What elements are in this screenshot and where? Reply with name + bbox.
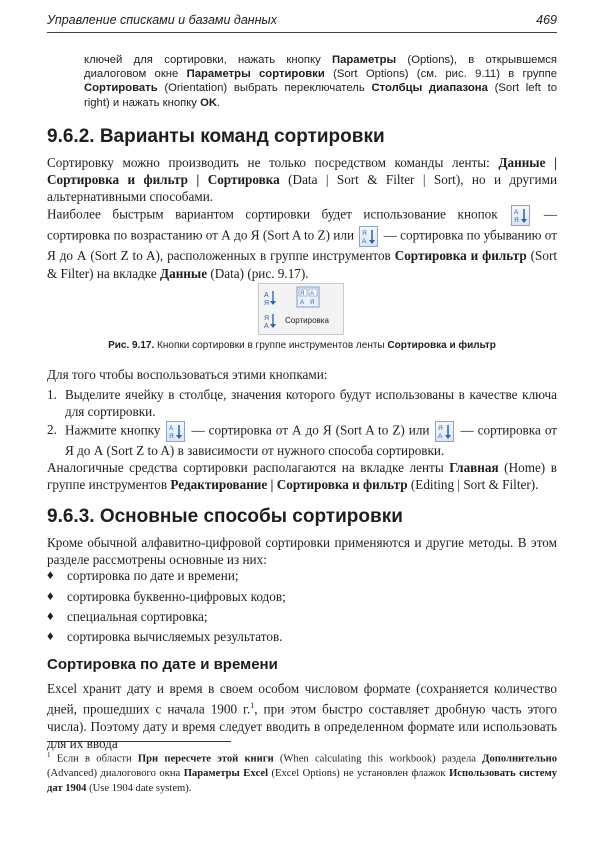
section-heading-963: 9.6.3. Основные способы сортировки	[47, 506, 403, 527]
svg-text:А: А	[264, 323, 269, 330]
paragraph-sort-buttons: Наиболее быстрым вариантом сортировки будет использование кнопок А Я — сортировка по возрастанию от А до Я (Sort A to Z) или Я А — сортировка по убыванию от Я до А (Sort Z to A), расположенных в группе инструментов Сортировка и фильтр (Sort & Filter) на вкладке Данные (Data) (рис. 9.17).	[47, 206, 557, 281]
footnote-divider	[47, 741, 231, 742]
svg-text:Я: Я	[300, 291, 305, 297]
header-title: Управление списками и базами данных	[47, 13, 277, 27]
sort-descending-icon	[435, 421, 454, 442]
svg-text:Я: Я	[514, 217, 519, 224]
svg-text:Я: Я	[264, 315, 270, 322]
svg-text:Я: Я	[438, 425, 444, 432]
bullet-item: ♦ сортировка по дате и времени;	[47, 567, 239, 583]
bullet-item: ♦ сортировка вычисляемых результатов.	[47, 628, 283, 644]
sort-descending-icon	[359, 226, 378, 247]
intro-paragraph: ключей для сортировки, нажать кнопку Параметры (Options), в открывшемся диалоговом окне Параметры сортировки (Sort Options) (см. рис. 9.11) в группе Сортировать (Orientation) выбрать переключатель Столбцы диапазона (Sort left to right) и нажать кнопку OK.	[84, 54, 557, 109]
subsection-heading-date: Сортировка по дате и времени	[47, 656, 278, 673]
section-heading-962: 9.6.2. Варианты команд сортировки	[47, 126, 385, 147]
svg-text:Я: Я	[362, 230, 368, 237]
svg-text:А: А	[169, 425, 174, 432]
svg-text:Я: Я	[310, 300, 315, 306]
small-sort-az-icon	[264, 291, 276, 307]
list-intro: Для того чтобы воспользоваться этими кнопками:	[47, 367, 328, 382]
svg-text:А: А	[310, 291, 315, 297]
list-item-1: 1. Выделите ячейку в столбце, значения которого будут использованы в качестве ключа для сортировки.	[47, 387, 557, 420]
list-item-2: 2. Нажмите кнопку А Я — сортировка от А до Я (Sort A to Z) или Я А — сортировка от Я до А (Sort Z to A) в зависимости от нужного способа сортировки.	[47, 422, 558, 458]
sort-label: Сортировка	[285, 316, 329, 325]
bullet-item: ♦ сортировка буквенно-цифровых кодов;	[47, 588, 286, 604]
svg-text:А: А	[362, 238, 367, 245]
paragraph-date-time: Excel хранит дату и время в своем особом числовом формате (сохраняется количество дней, прошедших с начала 1900 г.$^1$, при этом быстро составляет дробную часть этого числа). Поэтому дату и время следует вводить в определенном формате или использовать для их ввода	[47, 681, 557, 751]
page-number: 469	[536, 13, 557, 27]
svg-text:А: А	[438, 433, 443, 440]
sort-dialog-icon	[297, 287, 319, 307]
figure-caption: Рис. 9.17. Кнопки сортировки в группе инструментов ленты Сортировка и фильтр	[108, 340, 496, 351]
svg-text:А: А	[264, 292, 269, 299]
small-sort-za-icon	[264, 314, 276, 330]
svg-text:А: А	[300, 300, 305, 306]
running-header	[47, 10, 557, 33]
svg-text:А: А	[514, 209, 519, 216]
svg-text:Я: Я	[169, 433, 175, 440]
paragraph-sort-ribbon: Сортировку можно производить не только посредством команды ленты: Данные | Сортировка и фильтр | Сортировка (Data | Sort & Filter | Sort), но и другими альтернативными способами.	[47, 155, 557, 205]
sort-ascending-icon	[511, 205, 530, 226]
svg-text:Я: Я	[264, 300, 270, 307]
paragraph-methods: Кроме обычной алфавитно-цифровой сортировки применяются и другие методы. В этом разделе рассмотрены основные из них:	[47, 535, 557, 568]
paragraph-home-tab: Аналогичные средства сортировки располагаются на вкладке ленты Главная (Home) в группе инструментов Редактирование | Сортировка и фильтр (Editing | Sort & Filter).	[47, 460, 557, 493]
bullet-item: ♦ специальная сортировка;	[47, 608, 208, 624]
sort-ascending-icon	[166, 421, 185, 442]
figure-sort-group	[258, 283, 344, 335]
sort-filter-ribbon-group	[259, 284, 343, 334]
footnote: $^1$ Если в области При пересчете этой книги (When calculating this workbook) раздела Дополнительно (Advanced) диалогового окна Параметры Excel (Excel Options) не установлен флажок Использовать систему дат 1904 (Use 1904 date system).	[47, 751, 558, 795]
